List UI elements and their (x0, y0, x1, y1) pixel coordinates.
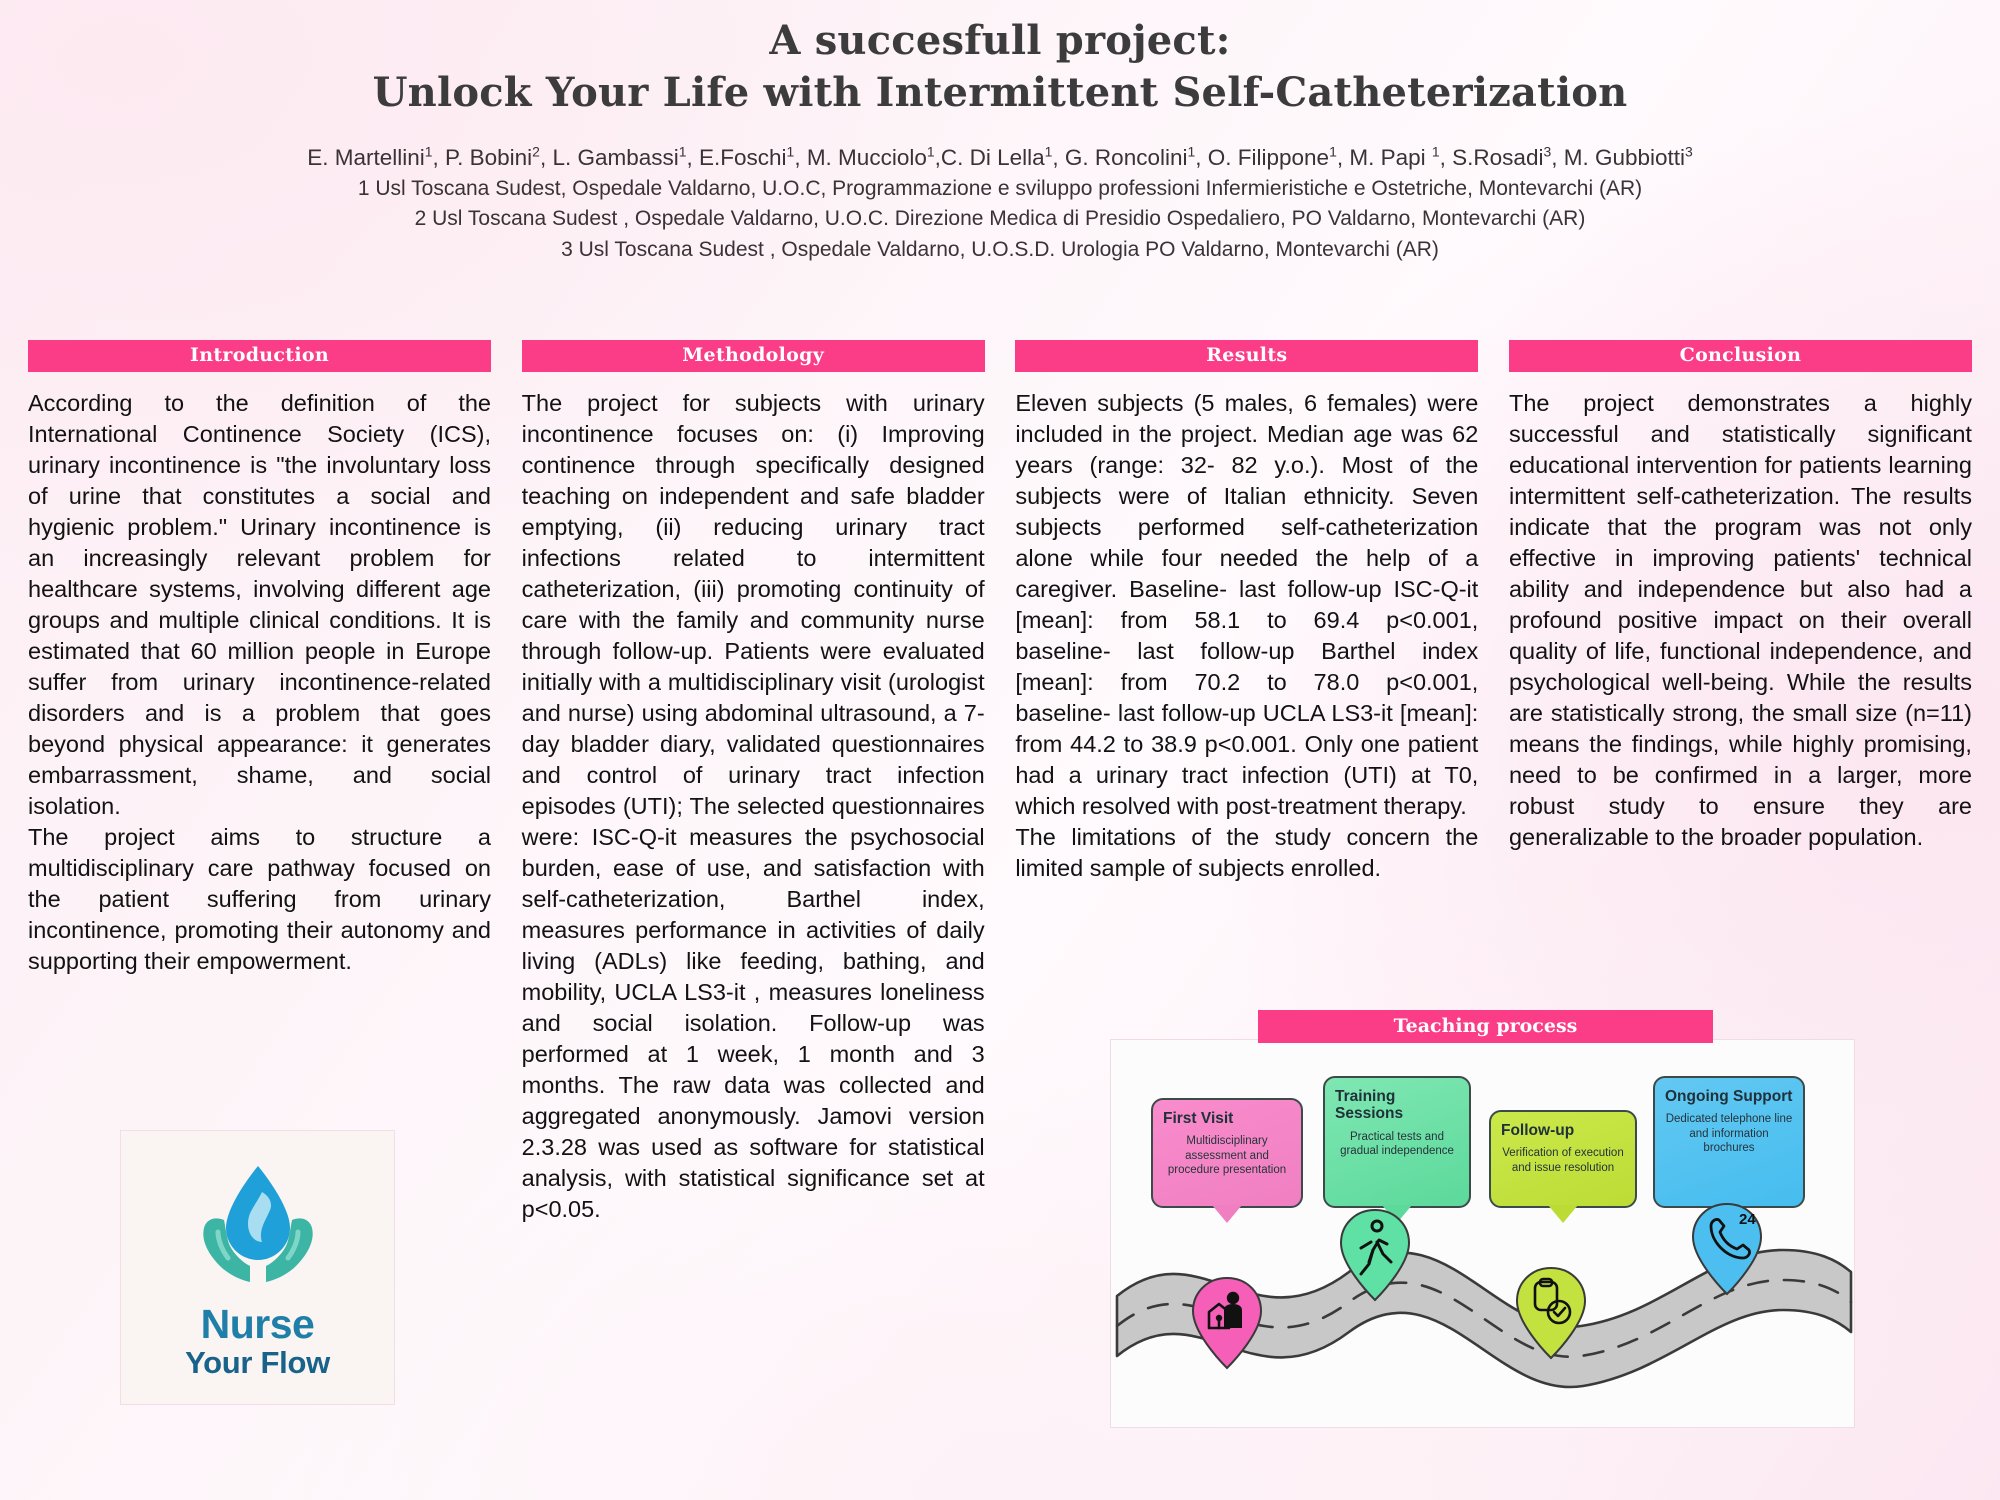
section-body-introduction (28, 388, 491, 977)
section-heading-methodology: Methodology (522, 340, 985, 372)
step-title: Follow-up (1501, 1122, 1575, 1139)
affiliation-1: 1 Usl Toscana Sudest, Ospedale Valdarno, U.O.C, Programmazione e sviluppo professioni Infermieristiche e Ostetriche, Montevarchi (AR) (357, 176, 1643, 200)
section-body-results (1015, 388, 1478, 884)
step-card-follow-up (1489, 1110, 1637, 1208)
paragraph: The project aims to structure a multidisciplinary care pathway focused on the patient suffering from urinary incontinence, promoting their autonomy and supporting their empowerment. (28, 824, 491, 975)
poster-title-line-2: Unlock Your Life with Intermittent Self-Catheterization (372, 69, 1628, 116)
affiliation-3: 3 Usl Toscana Sudest , Ospedale Valdarno, U.O.S.D. Urologia PO Valdarno, Montevarchi (AR) (561, 237, 1439, 261)
affiliation-2: 2 Usl Toscana Sudest , Ospedale Valdarno, U.O.C. Direzione Medica di Presidio Ospedaliero, PO Valdarno, Montevarchi (AR) (414, 207, 1586, 231)
teaching-process-figure (1110, 1010, 1855, 1430)
logo-name-line-2: Your Flow (185, 1344, 330, 1380)
paragraph: The project demonstrates a highly successful and statistically significant educational intervention for patients learning intermittent self-catheterization. The results indicate that the program was not only effective in improving patients' technical ability and independence but also had a profound positive impact on their overall quality of life, functional independence, and psychological well-being. While the results are statistically strong, the small size (n=11) means the findings, while highly promising, need to be confirmed in a larger, more robust study to ensure they are generalizable to the broader population. (1508, 389, 1972, 851)
winding-road-graphic (1111, 1211, 1856, 1429)
paragraph: The limitations of the study concern the limited sample of subjects enrolled. (1015, 824, 1479, 882)
paragraph: According to the definition of the International Continence Society (ICS), urinary incontinence is "the involuntary loss of urine that constitutes a social and hygienic problem." Urinary incontinence is an increasingly relevant problem for healthcare systems, involving different age groups and multiple clinical conditions. It is estimated that 60 million people in Europe suffer from urinary incontinence-related disorders and is a problem that goes beyond physical appearance: it generates embarrassment, shame, and social isolation. (28, 389, 491, 820)
teaching-process-heading: Teaching process (1258, 1010, 1713, 1043)
paragraph: Eleven subjects (5 males, 6 females) were included in the project. Median age was 62 years (range: 32- 82 y.o.). Most of the subjects were of Italian ethnicity. Seven subjects performed self-catheterization alone while four needed the help of a caregiver. Baseline- last follow-up ISC-Q-it [mean]: from 58.1 to 69.4 p<0.001, baseline- last follow-up Barthel index [mean]: from 70.2 to 78.0 p<0.001, baseline- last follow-up UCLA LS3-it [mean]: from 44.2 to 38.9 p<0.001. Only one patient had a urinary tract infection (UTI) at T0, which resolved with post-treatment therapy. (1015, 389, 1479, 820)
section-heading-conclusion: Conclusion (1509, 340, 1972, 372)
logo-name-line-1: Nurse (200, 1300, 315, 1347)
section-body-conclusion (1509, 388, 1972, 853)
teaching-process-panel (1110, 1039, 1855, 1428)
step-card-first-visit (1151, 1098, 1303, 1208)
step-description: Multidisciplinary assessment and procedure presentation (1167, 1135, 1287, 1177)
poster-title-line-1: A succesfull project: (769, 17, 1231, 64)
poster-header (0, 0, 2000, 265)
step-card-training-sessions (1323, 1076, 1471, 1208)
step-title: Training Sessions (1335, 1088, 1404, 1123)
paragraph: The project for subjects with urinary incontinence focuses on: (i) Improving continence through specifically designed teaching on independent and safe bladder emptying, (ii) reducing urinary tract infections related to intermittent catheterization, (iii) promoting continuity of care with the family and community nurse through follow-up. Patients were evaluated initially with a multidisciplinary visit (urologist and nurse) using abdominal ultrasound, a 7-day bladder diary, validated questionnaires and control of urinary tract infection episodes (UTI); The selected questionnaires were: ISC-Q-it measures the psychosocial burden, ease of use, and satisfaction with self-catheterization, Barthel index, measures performance in activities of daily living (ADLs) like feeding, bathing, and mobility, UCLA LS3-it , measures loneliness and social isolation. Follow-up was performed at 1 week, 1 month and 3 months. The raw data was collected and aggregated anonymously. Jamovi version 2.3.28 was used as software for statistical analysis, with statistical significance set at p<0.05. (521, 389, 985, 1223)
phone-badge-24: 24 (1739, 1211, 1756, 1228)
section-heading-introduction: Introduction (28, 340, 491, 372)
project-logo-card (120, 1130, 395, 1405)
section-body-methodology (522, 388, 985, 1225)
column-introduction (28, 340, 491, 977)
step-title: Ongoing Support (1665, 1088, 1793, 1105)
column-conclusion (1509, 340, 1972, 853)
authors-block (0, 142, 2000, 265)
step-card-ongoing-support (1653, 1076, 1805, 1208)
logo-wordmark (185, 1300, 330, 1380)
section-heading-results: Results (1015, 340, 1478, 372)
water-drop-in-hands-icon (174, 1158, 342, 1298)
step-title: First Visit (1163, 1110, 1234, 1127)
column-results (1015, 340, 1478, 884)
step-description: Verification of execution and issue resolution (1502, 1147, 1624, 1174)
step-description: Practical tests and gradual independence (1340, 1130, 1454, 1158)
step-description: Dedicated telephone line and information brochures (1665, 1113, 1793, 1155)
author-list: E. Martellini$^1$, P. Bobini$^2$, L. Gambassi$^1$, E.Foschi$^1$, M. Mucciolo$^1$,C. Di Lella$^1$, G. Roncolini$^1$, O. Filippone$^1$, M. Papi $^1$, S.Rosadi$^3$, M. Gubbiotti$^3$ (307, 143, 1693, 170)
column-methodology (522, 340, 985, 1225)
